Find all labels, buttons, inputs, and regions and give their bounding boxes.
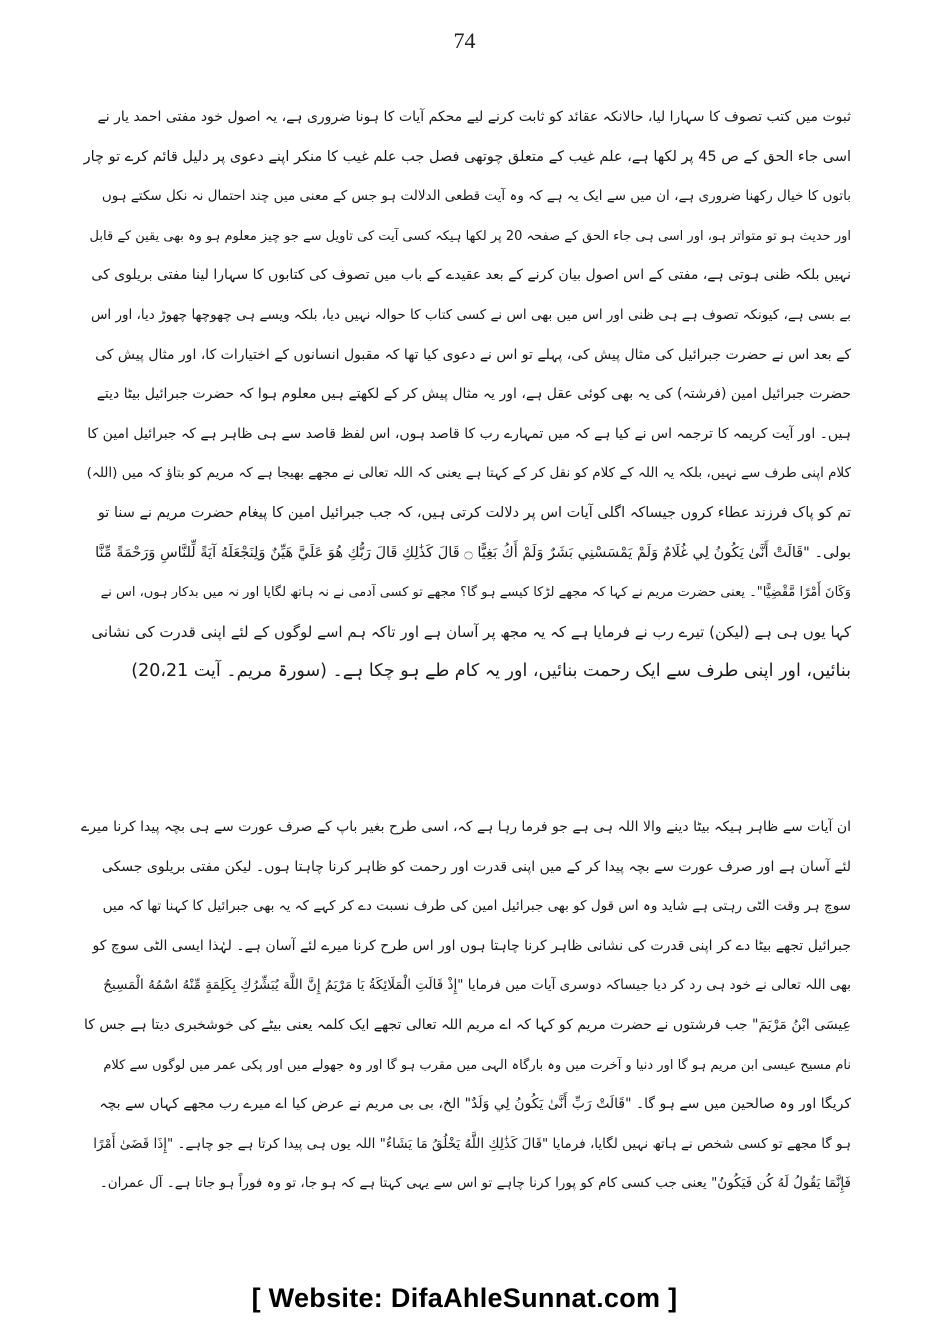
text-line: بے بسی ہے، کیونکہ تصوف ہے ہی ظنی اور اس میں بھی اس نے کسی کتاب کا حوالہ نہیں دیا، بلکہ ویسے ہی چھوچھا چھوڑ دیا، اور اس [90, 306, 851, 323]
page-number: 74 [453, 28, 476, 53]
text-line: تم کو پاک فرزند عطاء کروں جیساکہ اگلی آیات اس پر دلالت کرتی ہیں، کہ جب جبرائیل امین کا پیغام حضرت مریم نے سنا تو [97, 504, 851, 521]
quran-verse-line: بولی۔ "قَالَتْ أَنَّىٰ يَكُونُ لِي غُلَامٌ وَلَمْ يَمْسَسْنِي بَشَرٌ وَلَمْ أَكُ بَغِيًّا ۝ قَالَ كَذَٰلِكِ قَالَ رَبُّكِ هُوَ عَلَيَّ هَيِّنٌ وَلِنَجْعَلَهُ آيَةً لِّلنَّاسِ وَرَحْمَةً مِّنَّا [95, 544, 851, 561]
text-line: جبرائیل تجھے بیٹا دے کر اپنی قدرت کی نشانی ظاہر کرنا چاہتا ہوں اور اس طرح کرنا میرے لئے آسان ہے۔ لہٰذا ایسی الٹی سوچ کو [92, 937, 851, 954]
text-line: ثبوت میں کتب تصوف کا سہارا لیا، حالانکہ عقائد کو ثابت کرنے لیے محکم آیات کا ہونا ضروری ہے، یہ اصول خود مفتی احمد یار نے [97, 109, 851, 125]
text-line: نام مسیح عیسی ابن مریم ہو گا اور دنیا و آخرت میں وہ بارگاہ الہی میں مقرب ہو گا اور وہ جھولے میں اور پکی عمر میں لوگوں سے کلام [103, 1057, 851, 1073]
paragraph-1 [78, 98, 851, 692]
text-line: کلام اپنی طرف سے نہیں، بلکہ یہ اللہ کے کلام کو نقل کر کے کہتا ہے یعنی کہ اللہ تعالی نے مجھے بھیجا ہے کہ مریم کو بتاؤ کہ میں (اللہ) [86, 465, 851, 482]
text-line: وَكَانَ أَمْرًا مَّقْضِيًّا"۔ یعنی حضرت مریم نے کہا کہ مجھے لڑکا کیسے ہو گا؟ مجھے تو کسی آدمی نے نہ ہاتھ لگایا اور نہ میں بدکار ہوں، اس نے [100, 585, 851, 601]
text-line: سوچ ہر وقت الٹی رہتی ہے شاید وہ اس قول کو بھی جبرائیل امین کی طرف نسبت دے کر کہے کہ یہ بھی جبرائیل کا کہنا تھا کہ میں [102, 898, 851, 915]
quran-verse-line: بھی اللہ تعالی نے خود ہی رد کر دیا جیساکہ دوسری آیات میں فرمایا "إِذْ قَالَتِ الْمَلَائِكَةُ يَا مَرْيَمُ إِنَّ اللَّهَ يُبَشِّرُكِ بِكَلِمَةٍ مِّنْهُ اسْمُهُ الْمَسِيحُ [103, 977, 851, 994]
text-line: نہیں بلکہ ظنی ہوتی ہے، مفتی کے اس اصول بیان کرنے کے بعد عقیدے کے باب میں تصوف کی کتابوں کا سہارا لینا مفتی بریلوی کی [91, 267, 851, 284]
text-line: لئے آسان ہے اور صرف عورت سے بچہ پیدا کر کے میں اپنی قدرت اور رحمت کو ظاہر کرنا چاہتا ہوں۔ لیکن مفتی بریلوی جسکی [101, 858, 851, 875]
text-line: اور حدیث ہو تو متواتر ہو، اور اسی ہی جاء الحق کے صفحہ 20 پر لکھا ہیکہ کسی آیت کی تاویل سے جو چیز معلوم ہو وہ بھی یقین کے قابل [89, 228, 851, 244]
text-line: باتوں کا خیال رکھنا ضروری ہے، ان میں سے ایک یہ ہے کہ وہ آیت قطعی الدلالت ہو جس کے معنی میں چند احتمال نہ نکل سکتے ہوں [101, 188, 851, 205]
text-line: بنائیں، اور اپنی طرف سے ایک رحمت بنائیں، اور یہ کام طے ہو چکا ہے۔ (سورۃ مریم۔ آیت 20،21) [131, 661, 851, 682]
text-line: کریگا اور وہ صالحین میں سے ہو گا۔ "قَالَتْ رَبِّ أَنَّىٰ يَكُونُ لِي وَلَدٌ" الخ، بی بی مریم نے عرض کیا اے میرے رب مجھے کہاں سے بچہ [99, 1096, 851, 1113]
text-line: کے بعد اس نے حضرت جبرائیل کی مثال پیش کی، پہلے تو اس نے دعوی کیا تھا کہ مقبول انسانوں کے اختیارات کا، اور مثال پیش کی [95, 346, 851, 363]
paragraph-2 [78, 808, 851, 1204]
text-line: ہیں۔ اور آیت کریمہ کا ترجمہ اس نے کیا ہے کہ میں تمہارے رب کا قاصد ہوں، اس لفظ قاصد سے ہی ظاہر ہے کہ جبرائیل امین کا [87, 425, 851, 442]
text-line: ہو گا مجھے تو کسی شخص نے ہاتھ نہیں لگایا، فرمایا "قَالَ كَذَٰلِكِ اللَّهُ يَخْلُقُ مَا يَشَاءُ" اللہ یوں ہی پیدا کرتا ہے جو چاہے۔ "إِذَا قَضَىٰ أَمْرًا [93, 1135, 851, 1152]
text-line: حضرت جبرائیل امین (فرشتہ) کی یہ بھی کوئی عقل ہے، اور یہ مثال پیش کر کے لکھتے ہیں معلوم ہوا کہ حضرت جبرائیل بیٹا دیتے [96, 386, 851, 403]
text-line: کہا یوں ہی ہے (لیکن) تیرے رب نے فرمایا ہے کہ یہ مجھ پر آسان ہے اور تاکہ ہم اسے لوگوں کے لئے اپنی قدرت کی نشانی [91, 622, 851, 641]
text-line: ان آیات سے ظاہر ہیکہ بیٹا دینے والا اللہ ہی ہے جو فرما رہا ہے کہ، اسی طرح بغیر باپ کے صرف عورت سے ہی بچہ پیدا کرنا میرے [81, 819, 851, 835]
text-line: فَإِنَّمَا يَقُولُ لَهُ كُن فَيَكُونُ" یعنی جب کسی کام کو پورا کرنا چاہے تو اس سے یہی کہتا ہے کہ ہو جا، تو وہ فوراً ہو جاتا ہے۔ آل عمران۔ [99, 1175, 851, 1192]
text-line: عِيسَى ابْنُ مَرْيَمَ" جب فرشتوں نے حضرت مریم کو کہا کہ اے مریم اللہ تعالی تجھے ایک کلمہ یعنی بیٹے کی خوشخبری دیتا ہے جس کا [83, 1016, 851, 1033]
website-footer: [ Website: DifaAhleSunnat.com ] [251, 1283, 678, 1313]
text-line: اسی جاء الحق کے ص 45 پر لکھا ہے، علم غیب کے متعلق چوتھی فصل جب علم غیب کا منکر اپنے دعوی پر دلیل قائم کرے تو چار [83, 148, 851, 165]
